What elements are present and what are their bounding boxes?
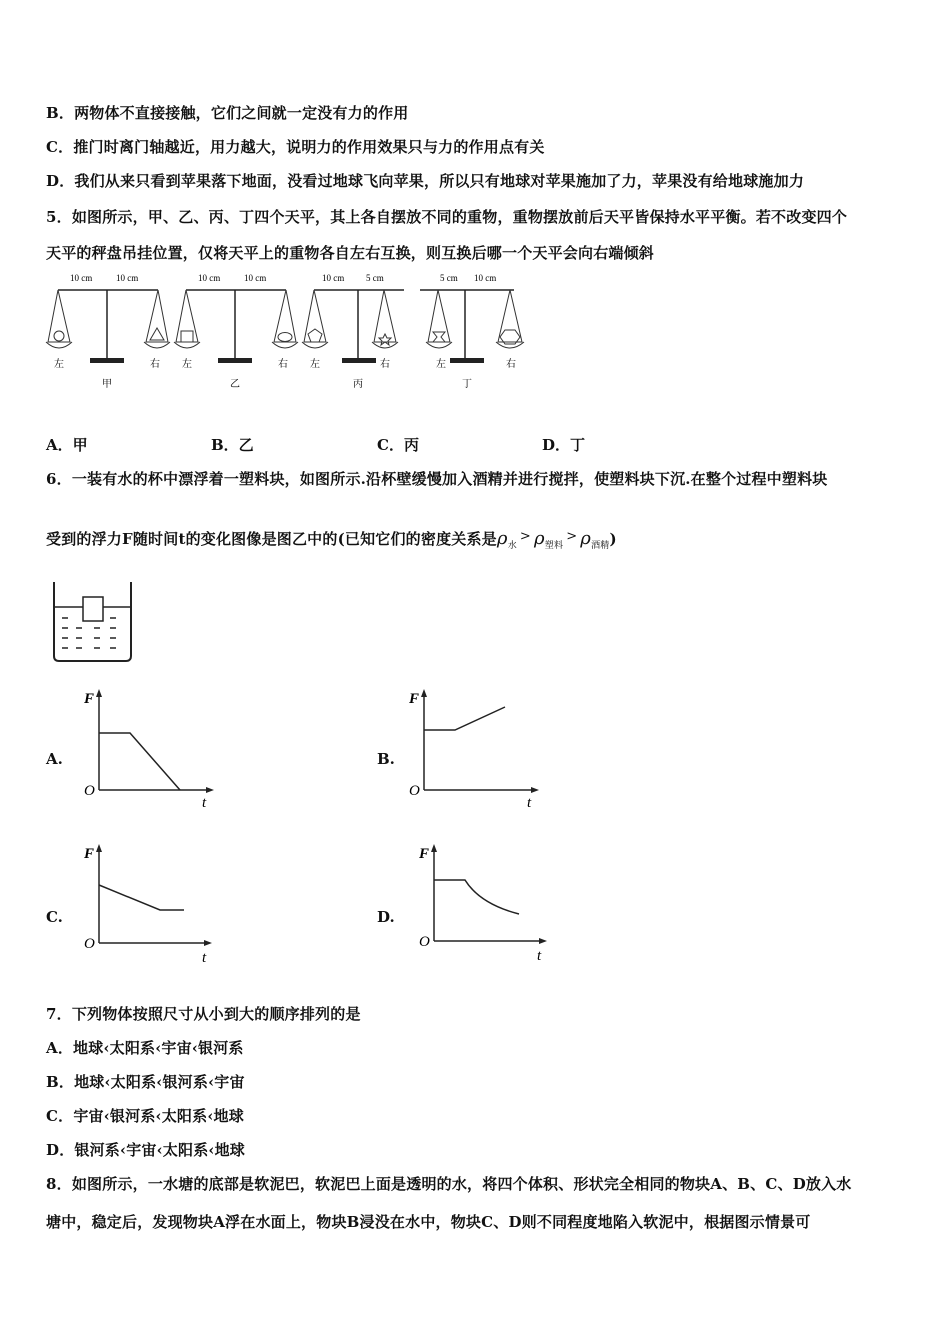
graph-b-origin-label: O	[409, 783, 420, 799]
balance-yi-right-dist: 10 cm	[244, 273, 267, 283]
q5-stem-line2: 天平的秤盘吊挂位置，仅将天平上的重物各自左右互换，则互换后哪一个天平会向右端倾斜	[46, 244, 655, 262]
graph-a-t-label: t	[202, 795, 207, 810]
rho-alcohol: ρ	[580, 528, 592, 549]
graph-b-f-label: F	[409, 691, 420, 707]
balance-jia-right-label: 右	[150, 359, 160, 370]
balance-ding	[420, 273, 524, 390]
q6-stem-line2-text: 受到的浮力F随时间t的变化图像是图乙中的(已知它们的密度关系是	[46, 530, 497, 548]
graph-d-origin-label: O	[419, 934, 430, 950]
q7-option-b: B．地球‹太阳系‹银河系‹宇宙	[46, 1073, 245, 1091]
q7-option-a: A．地球‹太阳系‹宇宙‹银河系	[46, 1039, 244, 1057]
graph-a-curve	[99, 733, 180, 790]
balance-ding-right-label: 右	[506, 359, 516, 370]
circle-weight-icon	[54, 331, 64, 341]
balance-ding-left-dist: 5 cm	[440, 273, 458, 283]
q6-option-d-label: D.	[377, 908, 395, 926]
q4-option-d: D．我们从来只看到苹果落下地面，没看过地球飞向苹果，所以只有地球对苹果施加了力，苹果没有给地球施加力	[46, 172, 805, 190]
graph-a-origin-label: O	[84, 783, 95, 799]
rho-water: ρ	[496, 528, 508, 549]
balance-yi	[174, 273, 298, 390]
rho-plastic: ρ	[533, 528, 545, 549]
square-weight-icon	[181, 331, 193, 342]
balance-figure	[40, 270, 540, 395]
close-paren: )	[609, 530, 617, 548]
balance-jia-left-label: 左	[54, 359, 64, 370]
q4-option-c: C．推门时离门轴越近，用力越大，说明力的作用效果只与力的作用点有关	[46, 138, 545, 156]
q5-option-d: D．丁	[542, 436, 586, 454]
graph-d-t-label: t	[537, 948, 542, 964]
q6-option-b-label: B.	[377, 750, 395, 768]
q6-option-a-label: A.	[46, 750, 63, 768]
triangle-weight-icon	[150, 328, 164, 340]
balance-bing	[302, 273, 404, 390]
balance-jia-name: 甲	[102, 379, 112, 390]
q6-stem-line2	[46, 528, 617, 551]
q6-option-c-label: C.	[46, 908, 63, 926]
balance-bing-right-label: 右	[380, 359, 390, 370]
balance-jia	[46, 273, 170, 390]
balance-yi-name: 乙	[230, 379, 240, 390]
q5-option-a: A．甲	[46, 436, 88, 454]
graph-c-origin-label: O	[84, 936, 95, 952]
balance-ding-name: 丁	[462, 379, 472, 390]
hourglass-weight-icon	[433, 332, 445, 342]
q6-stem-line1: 6．一装有水的杯中漂浮着一塑料块，如图所示.沿杯壁缓慢加入酒精并进行搅拌，使塑料块下沉.在整个过程中塑料块	[46, 470, 828, 488]
balance-jia-left-dist: 10 cm	[70, 273, 93, 283]
q8-stem-line1: 8．如图所示，一水塘的底部是软泥巴，软泥巴上面是透明的水，将四个体积、形状完全相同的物块A、B、C、D放入水	[46, 1175, 852, 1193]
sub-plastic: 塑料	[544, 541, 564, 551]
gt-sign-2: >	[566, 529, 578, 544]
graph-a	[80, 685, 225, 810]
balance-yi-left-label: 左	[182, 359, 192, 370]
graph-b-curve	[424, 707, 505, 730]
gt-sign-1: >	[519, 529, 531, 544]
balance-jia-right-dist: 10 cm	[116, 273, 139, 283]
pentagon-weight-icon	[308, 329, 322, 342]
balance-yi-right-label: 右	[278, 359, 288, 370]
plastic-block	[83, 597, 103, 621]
graph-c-curve	[99, 885, 184, 910]
balance-ding-left-label: 左	[436, 359, 446, 370]
graph-b	[405, 685, 550, 810]
q7-option-c: C．宇宙‹银河系‹太阳系‹地球	[46, 1107, 244, 1125]
graph-d-curve	[434, 880, 519, 914]
sub-water: 水	[507, 541, 517, 551]
balance-bing-left-dist: 10 cm	[322, 273, 345, 283]
q5-stem-line1: 5．如图所示，甲、乙、丙、丁四个天平，其上各自摆放不同的重物，重物摆放前后天平皆保持水平平衡。若不改变四个	[46, 208, 848, 226]
graph-a-f-label: F	[84, 691, 95, 707]
q4-option-b: B．两物体不直接接触，它们之间就一定没有力的作用	[46, 104, 409, 122]
balance-ding-right-dist: 10 cm	[474, 273, 497, 283]
graph-c-t-label: t	[202, 950, 207, 965]
graph-d	[415, 840, 560, 965]
cup-figure	[50, 580, 135, 665]
q7-stem: 7．下列物体按照尺寸从小到大的顺序排列的是	[46, 1005, 361, 1023]
balance-bing-name: 丙	[353, 379, 363, 390]
graph-c	[80, 840, 225, 965]
balance-bing-left-label: 左	[310, 359, 320, 370]
q5-option-b: B．乙	[211, 436, 254, 454]
sub-alcohol: 酒精	[591, 541, 610, 551]
balance-bing-right-dist: 5 cm	[366, 273, 384, 283]
balance-yi-left-dist: 10 cm	[198, 273, 221, 283]
graph-d-f-label: F	[419, 846, 430, 862]
graph-c-f-label: F	[84, 846, 95, 862]
graph-b-t-label: t	[527, 795, 532, 810]
q5-option-c: C．丙	[377, 436, 419, 454]
ellipse-weight-icon	[278, 333, 292, 342]
star-weight-icon	[379, 334, 391, 345]
q8-stem-line2: 塘中，稳定后，发现物块A浮在水面上，物块B浸没在水中，物块C、D则不同程度地陷入软泥中，根据图示情景可	[46, 1213, 811, 1231]
q7-option-d: D．银河系‹宇宙‹太阳系‹地球	[46, 1141, 246, 1159]
